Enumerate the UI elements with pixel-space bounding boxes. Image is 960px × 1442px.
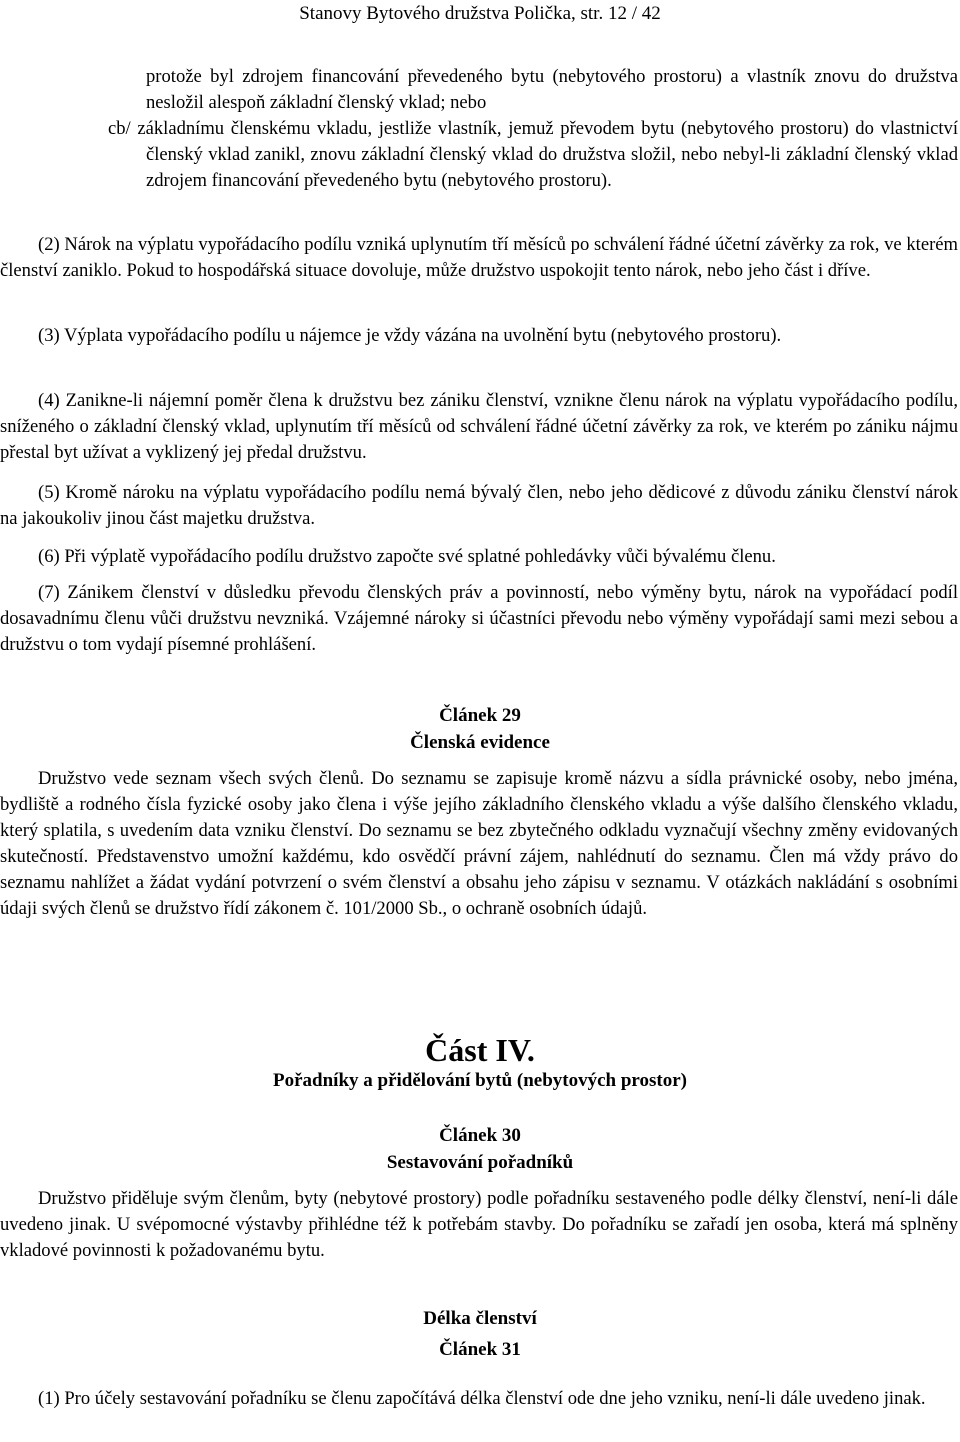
list-item-b-tail: protože byl zdrojem financování převedeného bytu (nebytového prostoru) a vlastník znovu do družstva nesložil alespoň základní členský vklad; nebo [146, 66, 958, 113]
article-30-number: Článek 30 [439, 1125, 521, 1146]
list-item-c [108, 116, 958, 194]
page-header: Stanovy Bytového družstva Polička, str. 12 / 42 [299, 3, 661, 24]
list-item-c-text: cb/ základnímu členskému vkladu, jestliže vlastník, jemuž převodem bytu (nebytového prostoru) do vlastnictví členský vklad zanikl, znovu základní členský vklad do družstva složil, nebo nebyl-li základní členský vklad zdrojem financování převedeného bytu (nebytového prostoru). [108, 118, 958, 191]
paragraph-5: (5) Kromě nároku na výplatu vypořádacího podílu nemá bývalý člen, nebo jeho dědicové z důvodu zániku členství nárok na jakoukoliv jinou část majetku družstva. [0, 482, 958, 529]
article-29-text-block [0, 766, 958, 922]
article-29-number: Článek 29 [439, 705, 521, 726]
paragraph-7: (7) Zánikem členství v důsledku převodu členských práv a povinností, nebo výměny bytu, nárok na vypořádací podíl dosavadnímu členu vůči družstvu nevzniká. Vzájemné nároky si účastníci převodu nebo výměny vypořádají sami mezi sebou a družstvu o tom vydají písemné prohlášení. [0, 582, 958, 655]
article-31-heading: Délka členství [423, 1308, 537, 1329]
article-31-number: Článek 31 [439, 1339, 521, 1360]
paragraph-3: (3) Výplata vypořádacího podílu u nájemce je vždy vázána na uvolnění bytu (nebytového prostoru). [38, 325, 782, 346]
paragraph-6: (6) Při výplatě vypořádacího podílu družstvo započte své splatné pohledávky vůči bývalému členu. [38, 546, 776, 567]
article-31-text: (1) Pro účely sestavování pořadníku se členu započítává délka členství ode dne jeho vzniku, není-li dále uvedeno jinak. [38, 1388, 926, 1409]
article-31-text-block [0, 1386, 958, 1412]
article-30-text-block [0, 1186, 958, 1264]
paragraph-4: (4) Zanikne-li nájemní poměr člena k družstvu bez zániku členství, vznikne členu nárok na výplatu vypořádacího podílu, sníženého o základní členský vklad, uplynutím tří měsíců od schválení řádné účetní závěrky za rok, ve kterém po zániku nájmu přestal byt užívat a vyklizený jej předal družstvu. [0, 390, 958, 463]
part-iv-subtitle: Pořadníky a přidělování bytů (nebytových prostor) [273, 1070, 687, 1091]
paragraph-2: (2) Nárok na výplatu vypořádacího podílu vzniká uplynutím tří měsíců po schválení řádné účetní závěrky za rok, ve kterém členství zaniklo. Pokud to hospodářská situace dovoluje, může družstvo uspokojit tento nárok, nebo jeho část i dříve. [0, 234, 958, 281]
article-30-text: Družstvo přiděluje svým členům, byty (nebytové prostory) podle pořadníku sestaveného podle délky členství, není-li dále uvedeno jinak. U svépomocné výstavby přihlédne též k potřebám stavby. Do pořadníku se zařadí jen osoba, která má splněny vkladové povinnosti k požadovanému bytu. [0, 1188, 958, 1261]
article-30-title: Sestavování pořadníků [386, 1152, 574, 1173]
article-29-text: Družstvo vede seznam všech svých členů. Do seznamu se zapisuje kromě názvu a sídla právnické osoby, nebo jména, bydliště a rodného čísla fyzické osoby jako člena i výše jejího základního členského vkladu a výše dalšího členského vkladu, který splatila, s uvedením data vzniku členství. Do seznamu se bez zbytečného odkladu vyznačují všechny změny evidovaných skutečností. Představenstvo umožní každému, kdo osvědčí právní zájem, nahlédnutí do seznamu. Člen má vždy právo do seznamu nahlížet a žádat vydání potvrzení o svém členství a obsahu jeho zápisu v seznamu. V otázkách nakládání s osobními údaji svých členů se družstvo řídí zákonem č. 101/2000 Sb., o ochraně osobních údajů. [0, 768, 958, 919]
article-29-title: Členská evidence [410, 732, 550, 753]
list-continuation [146, 64, 958, 116]
part-iv-title: Část IV. [425, 1032, 535, 1068]
